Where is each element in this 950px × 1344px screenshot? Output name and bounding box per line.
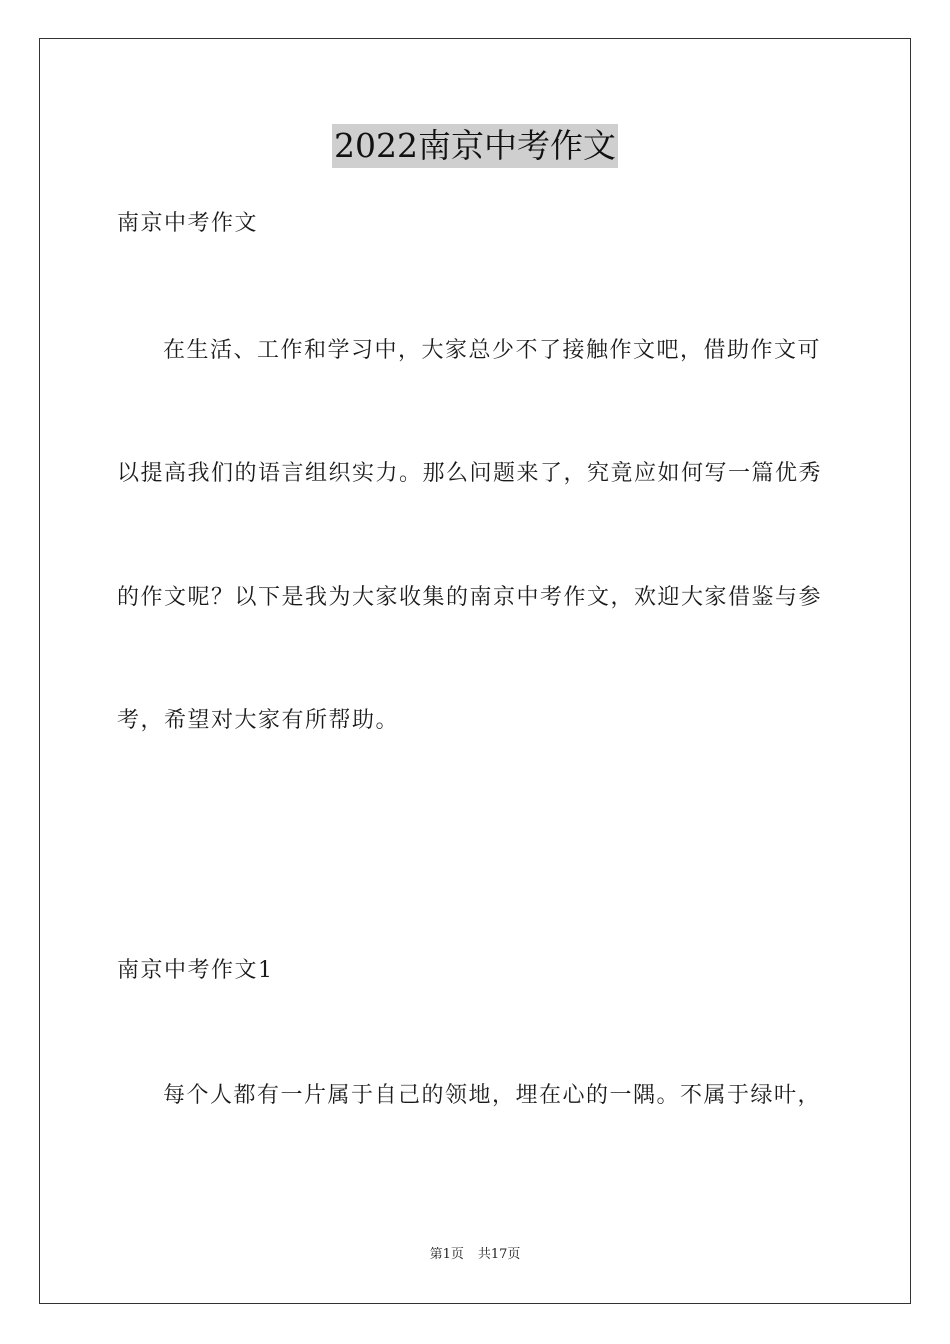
page-number: 第1页 <box>429 1247 464 1262</box>
section-paragraph-line-1: 每个人都有一片属于自己的领地，埋在心的一隅。不属于绿叶， <box>163 1083 822 1108</box>
page-footer <box>0 1246 950 1264</box>
paragraph-line-3: 的作文呢？以下是我为大家收集的南京中考作文，欢迎大家借鉴与参 <box>117 585 823 610</box>
paragraph-line-4: 考，希望对大家有所帮助。 <box>117 708 400 733</box>
paragraph-line-1: 在生活、工作和学习中，大家总少不了接触作文吧，借助作文可 <box>163 338 822 363</box>
paragraph-line-2: 以提高我们的语言组织实力。那么问题来了，究竟应如何写一篇优秀 <box>117 461 823 486</box>
page-total: 共17页 <box>477 1247 521 1262</box>
title-container <box>0 124 950 168</box>
subtitle: 南京中考作文 <box>117 211 259 236</box>
section-heading: 南京中考作文1 <box>117 958 274 983</box>
document-title: 2022南京中考作文 <box>332 124 618 168</box>
